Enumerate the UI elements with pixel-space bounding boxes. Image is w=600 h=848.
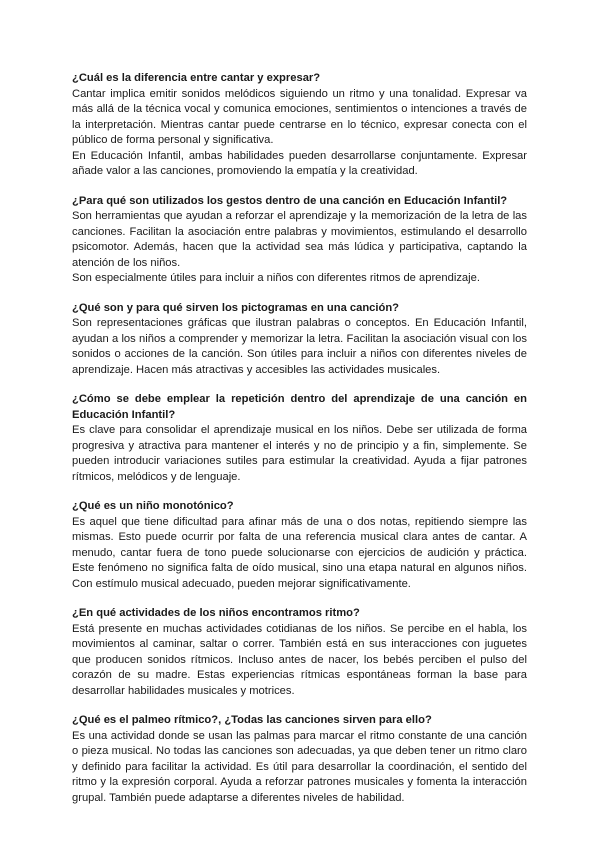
question-heading: ¿Qué es el palmeo rítmico?, ¿Todas las canciones sirven para ello? <box>72 714 432 726</box>
qa-section-7 <box>72 713 527 806</box>
question-heading: ¿En qué actividades de los niños encontramos ritmo? <box>72 607 360 619</box>
qa-section-2 <box>72 194 527 287</box>
answer-paragraph: Son especialmente útiles para incluir a niños con diferentes ritmos de aprendizaje. <box>72 272 480 284</box>
question-heading: ¿Cuál es la diferencia entre cantar y expresar? <box>72 72 321 84</box>
answer-paragraph: Es aquel que tiene dificultad para afinar más de una o dos notas, repitiendo siempre las mismas. Esto puede ocurrir por falta de una referencia musical clara antes de cantar. A menudo, cantar fuera de tono puede solucionarse con ejercicios de audición y práctica. Este fenómeno no significa falta de oído musical, sino una etapa natural en algunos niños. Con estímulo musical adecuado, pueden mejorar significativamente. <box>72 515 527 590</box>
question-heading: ¿Para qué son utilizados los gestos dentro de una canción en Educación Infantil? <box>72 194 508 207</box>
qa-section-4 <box>72 392 527 485</box>
answer-paragraph: Son representaciones gráficas que ilustran palabras o conceptos. En Educación Infantil, ayudan a los niños a comprender y memorizar la letra. Facilitan la asociación visual con los sonidos o acciones de la canción. Son útiles para incluir a niños con diferentes niveles de aprendizaje. Hacen más atractivas y accesibles las actividades musicales. <box>72 317 527 376</box>
qa-section-1 <box>72 71 527 180</box>
answer-paragraph: Es una actividad donde se usan las palmas para marcar el ritmo constante de una canción o pieza musical. No todas las canciones son adecuadas, ya que deben tener un ritmo claro y definido para facilitar la actividad. Es útil para desarrollar la coordinación, el sentido del ritmo y la expresión corporal. Ayuda a reforzar patrones musicales y fomenta la interacción grupal. También puede adaptarse a diferentes niveles de habilidad. <box>72 729 527 804</box>
answer-paragraph: Son herramientas que ayudan a reforzar el aprendizaje y la memorización de la letra de las canciones. Facilitan la asociación entre palabras y movimientos, estimulando el desarrollo psicomotor. Además, hacen que la actividad sea más lúdica y participativa, captando la atención de los niños. <box>72 210 527 269</box>
question-heading: ¿Qué son y para qué sirven los pictogramas en una canción? <box>72 301 400 314</box>
qa-section-3 <box>72 301 527 379</box>
answer-paragraph: Está presente en muchas actividades cotidianas de los niños. Se percibe en el habla, los movimientos al caminar, saltar o correr. También está en sus interacciones con juguetes que producen sonidos rítmicos. Incluso antes de nacer, los bebés perciben el pulso del corazón de su madre. Estas experiencias rítmicas espontáneas forman la base para desarrollar habilidades musicales y motrices. <box>72 622 527 697</box>
question-heading: ¿Qué es un niño monotónico? <box>72 500 234 512</box>
answer-paragraph: En Educación Infantil, ambas habilidades pueden desarrollarse conjuntamente. Expresar añade valor a las canciones, promoviendo la empatía y la creatividad. <box>72 149 527 177</box>
answer-paragraph: Es clave para consolidar el aprendizaje musical en los niños. Debe ser utilizada de forma progresiva y atractiva para mantener el interés y no de principio y a fin, simplemente. Se pueden introducir variaciones sutiles para estimular la creatividad. Ayuda a fijar patrones rítmicos, melódicos y de lenguaje. <box>72 424 527 483</box>
qa-section-6 <box>72 606 527 699</box>
question-heading: ¿Cómo se debe emplear la repetición dentro del aprendizaje de una canción en Educación Infantil? <box>72 393 527 421</box>
qa-section-5 <box>72 499 527 592</box>
answer-paragraph: Cantar implica emitir sonidos melódicos siguiendo un ritmo y una tonalidad. Expresar va más allá de la técnica vocal y comunica emociones, sentimientos o intenciones a través de la interpretación. Mientras cantar puede centrarse en lo técnico, expresar conecta con el público de forma personal y significativa. <box>72 87 527 146</box>
document-page <box>72 71 527 820</box>
